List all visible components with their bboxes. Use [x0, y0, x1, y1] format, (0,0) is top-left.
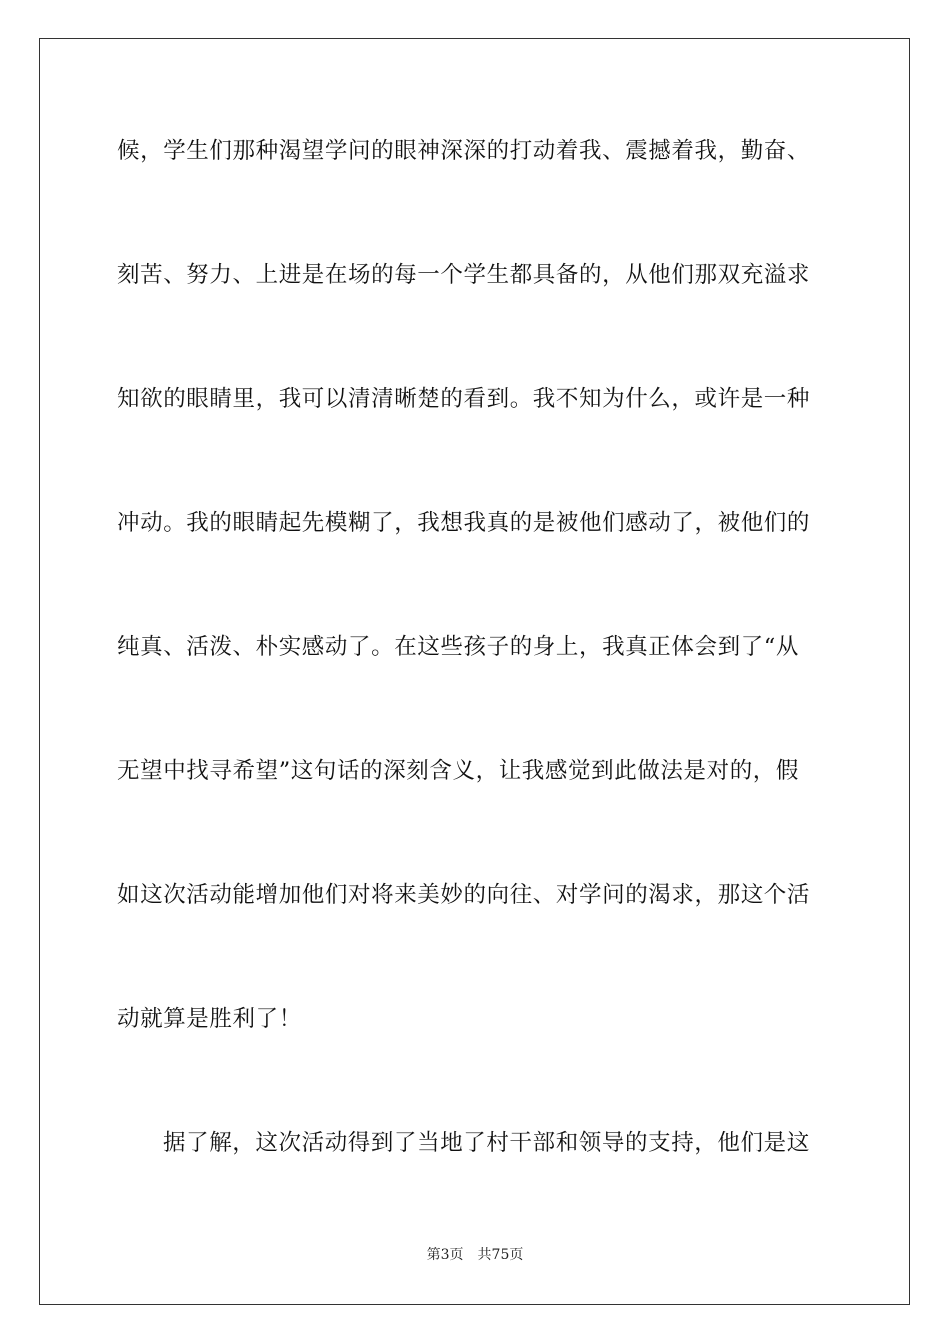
text-line-9-paragraph-start: 据了解，这次活动得到了当地了村干部和领导的支持，他们是这 — [163, 1130, 810, 1156]
text-line-8: 动就算是胜利了！ — [117, 1006, 302, 1032]
text-line-6: 无望中找寻希望”这句话的深刻含义，让我感觉到此做法是对的，假 — [117, 758, 800, 784]
text-line-5: 纯真、活泼、朴实感动了。在这些孩子的身上，我真正体会到了“从 — [117, 634, 800, 660]
page-footer — [0, 1245, 950, 1265]
text-line-1: 候，学生们那种渴望学问的眼神深深的打动着我、震撼着我，勤奋、 — [117, 138, 811, 164]
text-line-3: 知欲的眼睛里，我可以清清晰楚的看到。我不知为什么，或许是一种 — [117, 386, 811, 412]
page-number: 第3页 — [426, 1247, 464, 1263]
page-total: 共75页 — [477, 1247, 524, 1263]
text-line-2: 刻苦、努力、上进是在场的每一个学生都具备的，从他们那双充溢求 — [117, 262, 811, 288]
text-line-4: 冲动。我的眼睛起先模糊了，我想我真的是被他们感动了，被他们的 — [117, 510, 811, 536]
text-line-7: 如这次活动能增加他们对将来美妙的向往、对学问的渴求，那这个活 — [117, 882, 811, 908]
page-border — [39, 38, 910, 1305]
